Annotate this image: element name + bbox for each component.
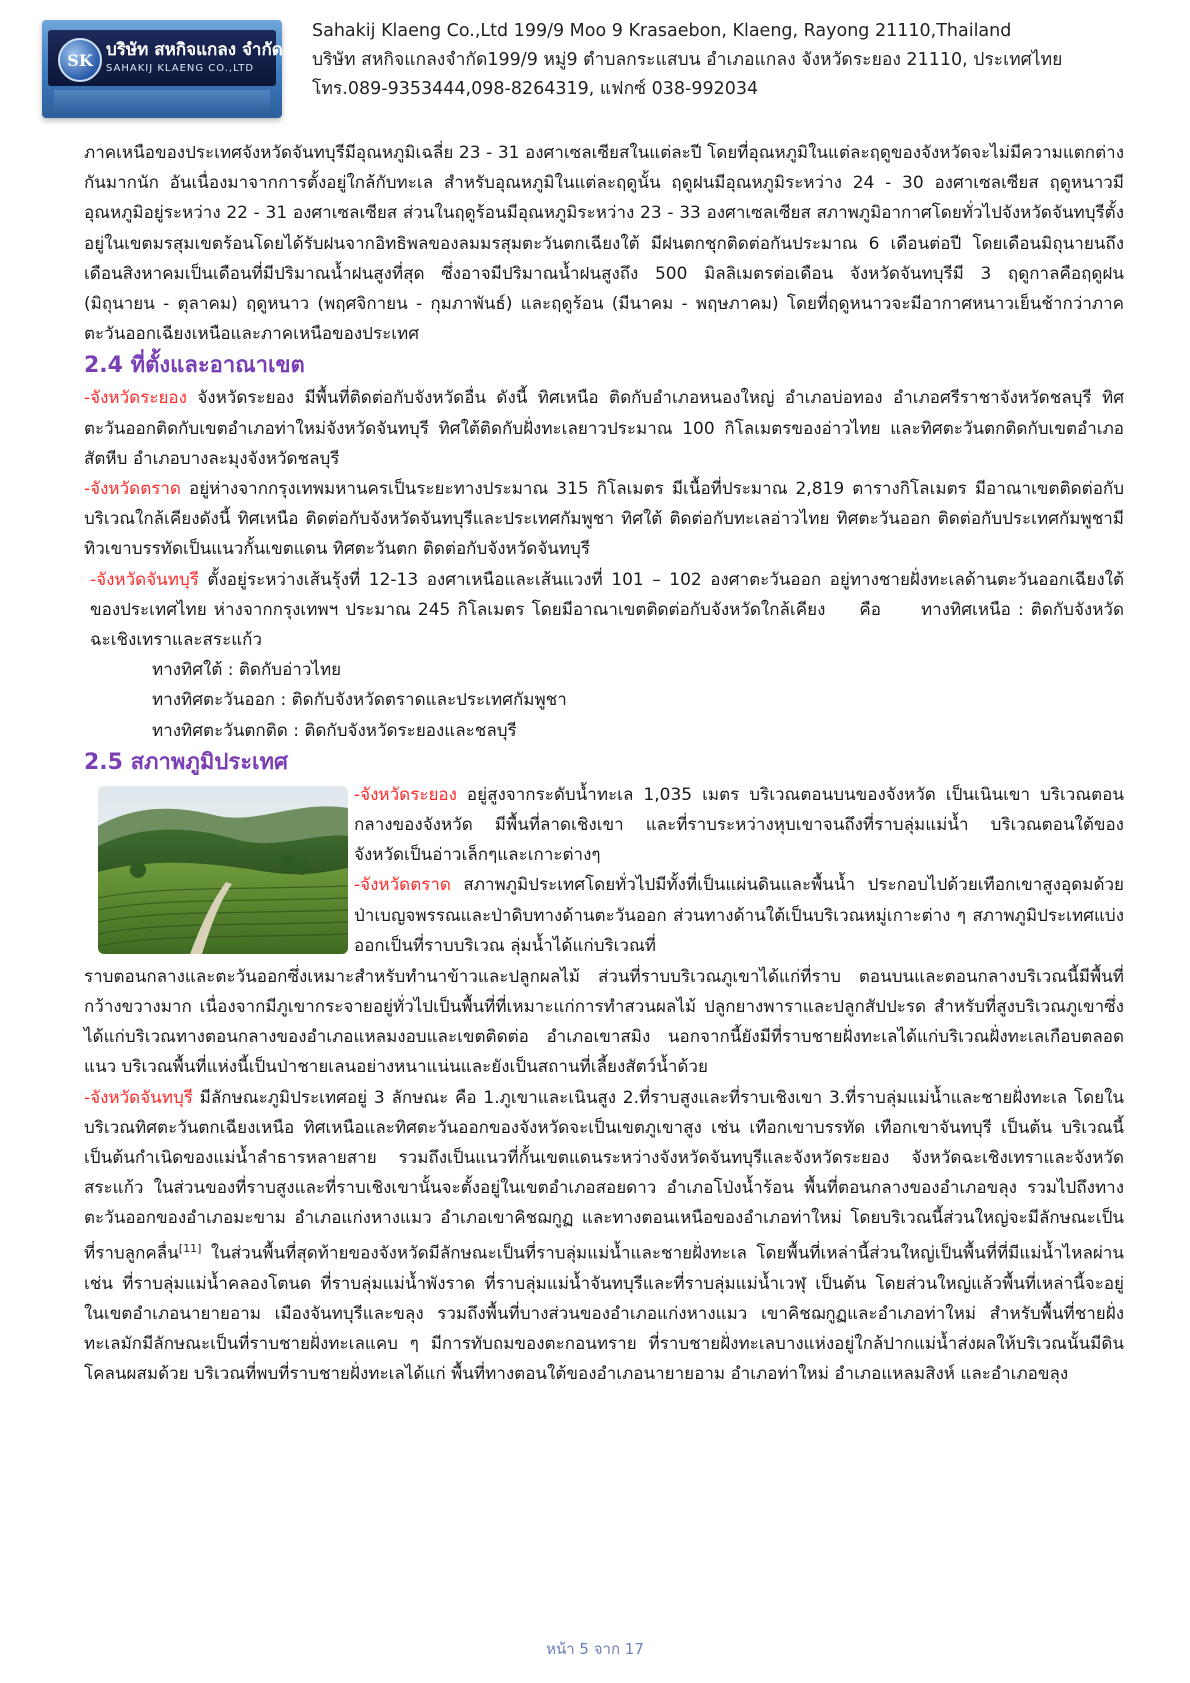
trat-terrain-paragraph-a — [354, 870, 1124, 961]
page-number: หน้า 5 จาก 17 — [546, 1640, 644, 1658]
rayong-terrain-label: -จังหวัดระยอง — [354, 784, 457, 805]
trat-label: -จังหวัดตราด — [84, 479, 181, 500]
document-body — [84, 138, 1124, 1389]
chanthaburi-location-paragraph — [84, 565, 1124, 656]
rayong-terrain-text: อยู่สูงจากระดับน้ำทะเล 1,035 เมตร บริเวณตอนบนของจังหวัด เป็นเนินเขา บริเวณตอนกลางของจังหวัด มีพื้นที่ลาดเชิงเขา และที่ราบระหว่างหุบเขาจนถึงที่ราบลุ่มแม่น้ำ บริเวณตอนใต้ของจังหวัดเป็นอ่าวเล็กๆและเกาะต่างๆ — [354, 784, 1124, 866]
trat-terrain-paragraph-b: ราบตอนกลางและตะวันออกซึ่งเหมาะสำหรับทำนาข้าวและปลูกผลไม้ ส่วนที่ราบบริเวณภูเขาได้แก่ที่ราบ ตอนบนและตอนกลางบริเวณนี้มีพื้นที่กว้างขวางมาก เนื่องจากมีภูเขากระจายอยู่ทั่วไปเป็นพื้นที่ที่เหมาะแก่การทำสวนผลไม้ ปลูกยางพาราและปลูกสัปปะรด สำหรับที่สูงบริเวณภูเขาซึ่งได้แก่บริเวณทางตอนกลางของอำเภอแหลมงอบและเขตติดต่อ อำเภอเขาสมิง นอกจากนี้ยังมีที่ราบชายฝั่งทะเลได้แก่บริเวณฝั่งทะเลเกือบตลอดแนว บริเวณพื้นที่แห่งนี้เป็นป่าชายเลนอย่างหนาแน่นและยังเป็นสถานที่เลี้ยงสัตว์น้ำด้วย — [84, 966, 1124, 1078]
header-line-2: บริษัท สหกิจแกลงจำกัด199/9 หมู่9 ตำบลกระแสบน อำเภอแกลง จังหวัดระยอง 21110, ประเทศไทย — [312, 50, 1063, 70]
trat-location-paragraph — [84, 474, 1124, 565]
trat-terrain-text-a: สภาพภูมิประเทศโดยทั่วไปมีทั้งที่เป็นแผ่นดินและพื้นน้ำ ประกอบไปด้วยเทือกเขาสูงอุดมด้วยป่าเบญจพรรณและป่าดิบทางด้านตะวันออก ส่วนทางด้านใต้เป็นบริเวณหมู่เกาะต่าง ๆ สภาพภูมิประเทศแบ่งออกเป็นที่ราบบริเวณ ลุ่มน้ำได้แก่บริเวณที่ — [354, 875, 1124, 956]
company-logo — [42, 20, 282, 118]
chanthaburi-terrain-paragraph — [84, 1083, 1124, 1390]
border-north: ทางทิศเหนือ : ติดกับจังหวัดฉะเชิงเทราและสระแก้ว — [90, 599, 1124, 651]
terrain-figure-row — [84, 780, 1124, 962]
chanthaburi-terrain-text-a: มีลักษณะภูมิประเทศอยู่ 3 ลักษณะ คือ 1.ภูเขาและเนินสูง 2.ที่ราบสูงและที่ราบเชิงเขา 3.ที่ราบลุ่มแม่น้ำและชายฝั่งทะเล โดยในบริเวณทิศตะวันตกเฉียงเหนือ ทิศเหนือและทิศตะวันออกของจังหวัดจะเป็นเขตภูเขาสูง เช่น เทือกเขาบรรทัด เทือกเขาจันทบุรี เป็นต้น บริเวณนี้เป็นต้นกำเนิดของแม่น้ำลำธารหลายสาย รวมถึงเป็นแนวที่กั้นเขตแดนระหว่างจังหวัดจันทบุรีและจังหวัดระยอง จังหวัดฉะเชิงเทราและจังหวัดสระแก้ว ในส่วนของที่ราบสูงและที่ราบเชิงเขานั้นจะตั้งอยู่ในเขตอำเภอสอยดาว อำเภอโป่งน้ำร้อน พื้นที่ตอนกลางของอำเภอขลุง รวมไปถึงทางตะวันออกของอำเภอมะขาม อำเภอแก่งหางแมว อำเภอเขาคิชฌกูฏ และทางตอนเหนือของอำเภอท่าใหม่ โดยบริเวณนี้ส่วนใหญ่จะมีลักษณะเป็นที่ราบลูกคลื่น — [84, 1087, 1124, 1264]
logo-text-thai: บริษัท สหกิจแกลง จำกัด — [106, 40, 283, 60]
trat-location-text: อยู่ห่างจากกรุงเทพมหานครเป็นระยะทางประมาณ 315 กิโลเมตร มีเนื้อที่ประมาณ 2,819 ตารางกิโลเมตร มีอาณาเขตติดต่อกับบริเวณใกล้เคียงดังนี้ ทิศเหนือ ติดต่อกับจังหวัดจันทบุรีและประเทศกัมพูชา ทิศใต้ ติดต่อกับทะเลอ่าวไทย ทิศตะวันออก ติดต่อกับประเทศกัมพูชามีทิวเขาบรรทัดเป็นแนวกั้นเขตแดน ทิศตะวันตก ติดต่อกับจังหวัดจันทบุรี — [84, 479, 1124, 560]
intro-paragraph: ภาคเหนือของประเทศจังหวัดจันทบุรีมีอุณหภูมิเฉลี่ย 23 - 31 องศาเซลเซียสในแต่ละปี โดยที่อุณหภูมิในแต่ละฤดูของจังหวัดจะไม่มีความแตกต่างกันมากนัก อันเนื่องมาจากการตั้งอยู่ใกล้กับทะเล สำหรับอุณหภูมิในแต่ละฤดูนั้น ฤดูฝนมีอุณหภูมิระหว่าง 24 - 30 องศาเซลเซียส ฤดูหนาวมีอุณหภูมิอยู่ระหว่าง 22 - 31 องศาเซลเซียส ส่วนในฤดูร้อนมีอุณหภูมิระหว่าง 23 - 33 องศาเซลเซียส สภาพภูมิอากาศโดยทั่วไปจังหวัดจันทบุรีตั้งอยู่ในเขตมรสุมเขตร้อนโดยได้รับฝนจากอิทธิพลของลมมรสุมตะวันตกเฉียงใต้ มีฝนตกชุกติดต่อกันประมาณ 6 เดือนต่อปี โดยเดือนมิถุนายนถึงเดือนสิงหาคมเป็นเดือนที่มีปริมาณน้ำฝนสูงที่สุด ซึ่งอาจมีปริมาณน้ำฝนสูงถึง 500 มิลลิเมตรต่อเดือน จังหวัดจันทบุรีมี 3 ฤดูกาลคือฤดูฝน (มิถุนายน - ตุลาคม) ฤดูหนาว (พฤศจิกายน - กุมภาพันธ์) และฤดูร้อน (มีนาคม - พฤษภาคม) โดยที่ฤดูหนาวจะมีอากาศหนาวเย็นช้ากว่าภาคตะวันออกเฉียงเหนือและภาคเหนือของประเทศ — [84, 143, 1124, 345]
logo-mark: SK — [58, 38, 102, 82]
chanthaburi-terrain-text-b: ในส่วนพื้นที่สุดท้ายของจังหวัดมีลักษณะเป็นที่ราบลุ่มแม่น้ำและชายฝั่งทะเล โดยพื้นที่เหล่านี้ส่วนใหญ่เป็นพื้นที่ที่มีแม่น้ำไหลผ่าน เช่น ที่ราบลุ่มแม่น้ำคลองโตนด ที่ราบลุ่มแม่น้ำพังราด ที่ราบลุ่มแม่น้ำจันทบุรีและที่ราบลุ่มแม่น้ำเวฬุ เป็นต้น โดยส่วนใหญ่แล้วพื้นที่เหล่านี้จะอยู่ในเขตอำเภอนายายอาม เมืองจันทบุรีและขลุง รวมถึงพื้นที่บางส่วนของอำเภอแก่งหางแมว เขาคิชฌกูฏและอำเภอท่าใหม่ สำหรับพื้นที่ชายฝั่งทะเลมักมีลักษณะเป็นที่ราบชายฝั่งทะเลแคบ ๆ มีการทับถมของตะกอนทราย ที่ราบชายฝั่งทะเลบางแห่งอยู่ใกล้ปากแม่น้ำส่งผลให้บริเวณนั้นมีดินโคลนผสมด้วย บริเวณที่พบที่ราบชายฝั่งทะเลได้แก่ พื้นที่ทางตอนใต้ของอำเภอนายายอาม อำเภอท่าใหม่ อำเภอแหลมสิงห์ และอำเภอขลุง — [84, 1243, 1124, 1385]
header-line-1: Sahakij Klaeng Co.,Ltd 199/9 Moo 9 Krasaebon, Klaeng, Rayong 21110,Thailand — [312, 21, 1012, 41]
mountain-vineyard-image — [98, 786, 348, 954]
chanthaburi-location-text: ตั้งอยู่ระหว่างเส้นรุ้งที่ 12-13 องศาเหนือและเส้นแวงที่ 101 – 102 องศาตะวันออก อยู่ทางชายฝั่งทะเลด้านตะวันออกเฉียงใต้ของประเทศไทย ห่างจากกรุงเทพฯ ประมาณ 245 กิโลเมตร โดยมีอาณาเขตติดต่อกับจังหวัดใกล้เคียง — [90, 569, 1124, 620]
company-header — [312, 17, 1062, 104]
rayong-label: -จังหวัดระยอง — [84, 388, 187, 409]
logo-text-english: SAHAKIJ KLAENG CO.,LTD — [106, 63, 255, 74]
khue-word: คือ — [859, 599, 881, 620]
rayong-location-paragraph — [84, 383, 1124, 474]
section-2-4-heading: 2.4 ที่ตั้งและอาณาเขต — [84, 353, 305, 379]
rayong-terrain-paragraph — [354, 780, 1124, 871]
chanthaburi-label: -จังหวัดจันทบุรี — [90, 569, 199, 590]
rayong-location-text: จังหวัดระยอง มีพื้นที่ติดต่อกับจังหวัดอื่น ดังนี้ ทิศเหนือ ติดกับอำเภอหนองใหญ่ อำเภอบ่อทอง อำเภอศรีราชาจังหวัดชลบุรี ทิศตะวันออกติดกับเขตอำเภอท่าใหม่จังหวัดจันทบุรี ทิศใต้ติดกับฝั่งทะเลยาวประมาณ 100 กิโลเมตรของอ่าวไทย และทิศตะวันตกติดกับเขตอำเภอสัตหีบ อำเภอบางละมุงจังหวัดชลบุรี — [84, 388, 1124, 469]
terrain-text-block — [354, 780, 1124, 961]
header-line-3: โทร.089-9353444,098-8264319, แฟกซ์ 038-992034 — [312, 79, 759, 99]
border-east: ทางทิศตะวันออก : ติดกับจังหวัดตราดและประเทศกัมพูชา — [152, 690, 567, 711]
trat-terrain-label: -จังหวัดตราด — [354, 875, 451, 896]
footnote-reference[interactable]: [11] — [178, 1241, 202, 1255]
border-south: ทางทิศใต้ : ติดกับอ่าวไทย — [152, 660, 342, 681]
section-2-5-heading: 2.5 สภาพภูมิประเทศ — [84, 749, 289, 775]
border-west: ทางทิศตะวันตกติด : ติดกับจังหวัดระยองและชลบุรี — [152, 720, 517, 741]
chanthaburi-terrain-label: -จังหวัดจันทบุรี — [84, 1087, 193, 1108]
